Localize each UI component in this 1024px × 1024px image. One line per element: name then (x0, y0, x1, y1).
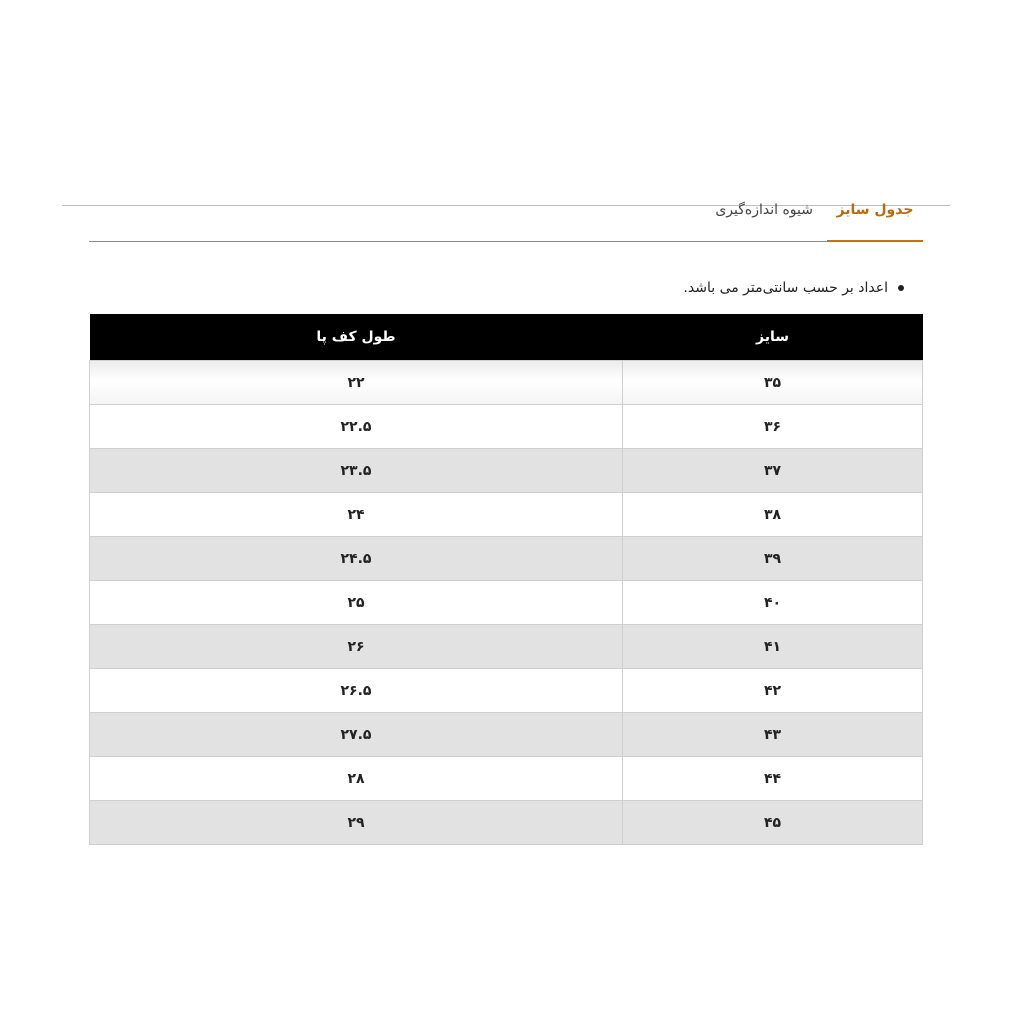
size-cell: ۳۸ (623, 493, 923, 537)
tab-size-chart[interactable]: جدول سایز (827, 202, 923, 242)
table-row (90, 669, 923, 713)
size-table (89, 314, 923, 845)
foot-length-cell: ۲۸ (90, 757, 623, 801)
foot-length-cell: ۲۶.۵ (90, 669, 623, 713)
foot-length-cell: ۲۶ (90, 625, 623, 669)
table-row (90, 581, 923, 625)
size-cell: ۳۵ (623, 361, 923, 405)
size-guide-panel (62, 202, 950, 831)
table-row (90, 361, 923, 405)
tab-measurement-method[interactable]: شیوه اندازه‌گیری (715, 202, 813, 218)
table-row (90, 801, 923, 845)
table-header-row (90, 314, 923, 361)
bullet-icon (898, 285, 904, 291)
foot-length-cell: ۲۷.۵ (90, 713, 623, 757)
table-row (90, 449, 923, 493)
size-cell: ۴۴ (623, 757, 923, 801)
table-row (90, 625, 923, 669)
table-row (90, 405, 923, 449)
size-cell: ۳۹ (623, 537, 923, 581)
size-cell: ۴۲ (623, 669, 923, 713)
column-header-size: سایز (623, 314, 923, 361)
size-cell: ۳۶ (623, 405, 923, 449)
foot-length-cell: ۲۹ (90, 801, 623, 845)
tab-bar (89, 202, 923, 242)
unit-note-text: اعداد بر حسب سانتی‌متر می باشد. (683, 280, 888, 296)
table-row (90, 757, 923, 801)
foot-length-cell: ۲۴.۵ (90, 537, 623, 581)
table-row (90, 493, 923, 537)
size-cell: ۳۷ (623, 449, 923, 493)
size-cell: ۴۳ (623, 713, 923, 757)
size-cell: ۴۰ (623, 581, 923, 625)
foot-length-cell: ۲۲.۵ (90, 405, 623, 449)
foot-length-cell: ۲۵ (90, 581, 623, 625)
foot-length-cell: ۲۴ (90, 493, 623, 537)
size-cell: ۴۱ (623, 625, 923, 669)
unit-note (683, 280, 904, 296)
size-cell: ۴۵ (623, 801, 923, 845)
foot-length-cell: ۲۳.۵ (90, 449, 623, 493)
foot-length-cell: ۲۲ (90, 361, 623, 405)
column-header-foot-length: طول کف پا (90, 314, 623, 361)
table-row (90, 537, 923, 581)
table-row (90, 713, 923, 757)
